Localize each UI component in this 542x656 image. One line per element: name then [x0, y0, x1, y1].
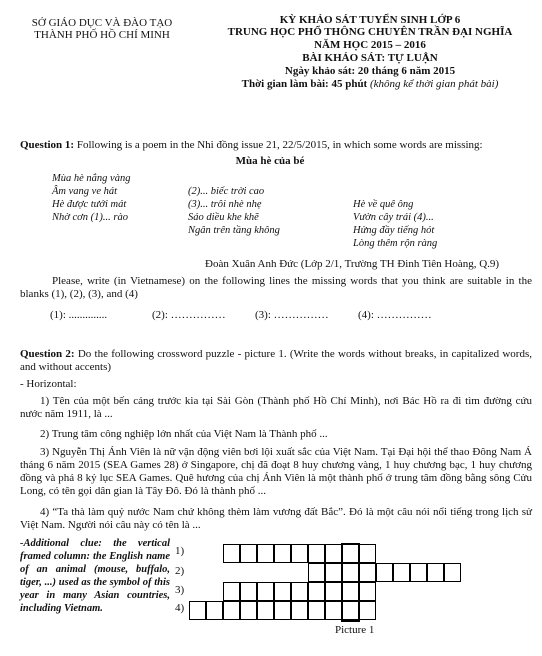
crossword-cell[interactable] — [274, 601, 291, 620]
crossword-cell[interactable] — [291, 582, 308, 601]
crossword-cell[interactable] — [223, 582, 240, 601]
crossword-cell[interactable] — [240, 582, 257, 601]
poem-line: Vườn cây trái (4)... — [353, 212, 434, 223]
clue-2: 2) Trung tâm công nghiệp lớn nhất của Việt Nam là Thành phố ... — [40, 428, 328, 440]
clue-4: 4) “Ta thà làm quỷ nước Nam chứ không thèm làm vương đất Bắc”. Đó là một câu nói nổi tiếng trong lịch sử Việt Nam. Người nói câu này có tên là ... — [20, 506, 532, 531]
crossword-cell[interactable] — [342, 601, 359, 620]
crossword-cell[interactable] — [189, 601, 206, 620]
poem-line: Hè về quê ông — [353, 199, 414, 210]
poem-line: Ngân trên tầng không — [188, 225, 280, 236]
crossword-cell[interactable] — [342, 544, 359, 563]
poem-column-3 — [353, 198, 437, 250]
poem-title: Mùa hè của bé — [235, 155, 305, 167]
poem-line: Sáo diều khe khẽ — [188, 212, 259, 223]
poem-line: Hè được tưới mát — [52, 199, 127, 210]
question-1 — [20, 139, 530, 152]
answer-blank-4[interactable]: (4): …………… — [358, 309, 432, 321]
question-1-text: Following is a poem in the Nhi đồng issue 21, 22/5/2015, in which some words are missing: — [76, 139, 483, 151]
vertical-framed-column — [341, 543, 360, 622]
crossword-cell[interactable] — [427, 563, 444, 582]
row-label-4: 4) — [175, 602, 185, 614]
poem-line: Mùa hè nắng vàng — [52, 173, 131, 184]
row-label-2: 2) — [175, 565, 185, 577]
crossword-cell[interactable] — [274, 582, 291, 601]
department-name: SỞ GIÁO DỤC VÀ ĐÀO TẠO — [31, 17, 173, 29]
poem-line: Lòng thêm rộn ràng — [353, 238, 438, 249]
crossword-cell[interactable] — [240, 601, 257, 620]
clue-3: 3) Nguyễn Thị Ánh Viên là nữ vận động viên bơi lội xuất sắc của Việt Nam. Tại Đại hội thể thao Đông Nam Á tháng 6 năm 2015 (SEA Games 28) ở Singapore, chị đã đoạt 8 huy chương vàng, 1 huy chương bạc, 1 huy chương đồng và phá 8 kỷ lục SEA Games. Quê hương của chị Ánh Viên là một thành phố ở trung tâm đồng bằng sông Cửu Long, có tên gọi dân gian là Tây Đô. Đó là thành phố ... — [20, 446, 532, 497]
answer-blank-3[interactable]: (3): …………… — [255, 309, 329, 321]
crossword-cell[interactable] — [359, 563, 376, 582]
question-2-label: Question 2: — [20, 348, 75, 360]
poem-line: Hửng đầy tiếng hót — [353, 225, 435, 236]
question-1-label: Question 1: — [20, 139, 75, 151]
crossword-cell[interactable] — [325, 601, 342, 620]
crossword-cell[interactable] — [410, 563, 427, 582]
exam-type: BÀI KHẢO SÁT: TỰ LUẬN — [302, 52, 438, 64]
crossword-cell[interactable] — [257, 601, 274, 620]
crossword-cell[interactable] — [240, 544, 257, 563]
crossword-cell[interactable] — [308, 563, 325, 582]
crossword-cell[interactable] — [274, 544, 291, 563]
crossword-cell[interactable] — [223, 544, 240, 563]
picture-caption: Picture 1 — [335, 624, 375, 636]
crossword-cell[interactable] — [291, 544, 308, 563]
poem-column-1 — [52, 172, 130, 224]
poem-line: (2)... biếc trời cao — [188, 186, 265, 197]
duration-note: (không kể thời gian phát bài) — [369, 78, 499, 90]
crossword-cell[interactable] — [308, 544, 325, 563]
city-name: THÀNH PHỐ HỒ CHÍ MINH — [34, 29, 170, 41]
exam-duration — [200, 78, 540, 90]
crossword-cell[interactable] — [308, 601, 325, 620]
exam-title: KỲ KHẢO SÁT TUYỂN SINH LỚP 6 — [279, 14, 461, 26]
question-2-text: Do the following crossword puzzle - picture 1. (Write the words without breaks, in capitalized words, and without accents) — [20, 348, 533, 373]
crossword-cell[interactable] — [308, 582, 325, 601]
poem-author: Đoàn Xuân Anh Đức (Lớp 2/1, Trường TH Đinh Tiên Hoàng, Q.9) — [205, 258, 500, 270]
crossword-cell[interactable] — [325, 563, 342, 582]
crossword-cell[interactable] — [291, 601, 308, 620]
crossword-cell[interactable] — [325, 582, 342, 601]
poem-line: (3)... trôi nhè nhẹ — [188, 199, 262, 210]
answer-blank-1[interactable]: (1): .............. — [50, 309, 108, 321]
crossword-cell[interactable] — [325, 544, 342, 563]
row-label-1: 1) — [175, 545, 185, 557]
poem-column-2 — [188, 185, 280, 237]
school-year: NĂM HỌC 2015 – 2016 — [314, 39, 426, 51]
crossword-cell[interactable] — [342, 563, 359, 582]
crossword-cell[interactable] — [257, 544, 274, 563]
crossword-cell[interactable] — [376, 563, 393, 582]
crossword-cell[interactable] — [393, 563, 410, 582]
crossword-cell[interactable] — [257, 582, 274, 601]
poem-line: Âm vang ve hát — [52, 186, 118, 197]
horizontal-heading: - Horizontal: — [20, 378, 77, 390]
crossword-cell[interactable] — [223, 601, 240, 620]
additional-clue: -Additional clue: the vertical framed column: the English name of an animal (mouse, buffalo, tiger, ...) used as the symbol of this year in many Asian countries, including Vietnam. — [20, 538, 170, 614]
answer-blank-2[interactable]: (2): …………… — [152, 309, 226, 321]
exam-date: Ngày khảo sát: 20 tháng 6 năm 2015 — [284, 65, 456, 77]
crossword-cell[interactable] — [444, 563, 461, 582]
crossword-cell[interactable] — [342, 582, 359, 601]
row-label-3: 3) — [175, 584, 185, 596]
crossword-cell[interactable] — [359, 544, 376, 563]
crossword-cell[interactable] — [359, 601, 376, 620]
crossword-cell[interactable] — [359, 582, 376, 601]
duration-text: Thời gian làm bài: 45 phút — [241, 78, 368, 90]
question-1-instruction: Please, write (in Vietnamese) on the following lines the missing words that you think are suitable in the blanks (1), (2), (3), and (4) — [20, 275, 532, 300]
school-name: TRUNG HỌC PHỔ THÔNG CHUYÊN TRẦN ĐẠI NGHĨA — [227, 26, 513, 38]
clue-1: 1) Tên của một bến cảng trước kia tại Sài Gòn (Thành phố Hồ Chí Minh), nơi Bác Hồ ra đi tìm đường cứu nước năm 1911, là ... — [20, 395, 532, 420]
poem-line: Nhờ cơn (1)... rào — [52, 212, 128, 223]
question-2 — [20, 348, 532, 374]
crossword-cell[interactable] — [206, 601, 223, 620]
